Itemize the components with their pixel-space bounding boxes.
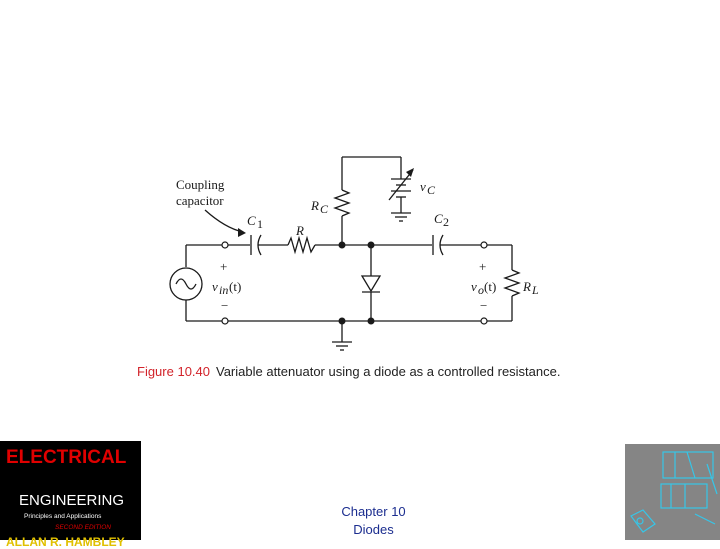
label-vin: v — [212, 279, 218, 294]
diode-symbol — [362, 276, 380, 291]
label-c1: C — [247, 213, 256, 228]
book-logo — [0, 441, 141, 549]
vo-minus: − — [480, 298, 488, 313]
label-vc-sub: C — [427, 183, 436, 197]
figure-caption-text: Variable attenuator using a diode as a controlled resistance. — [216, 364, 561, 379]
coupling-label-line1: Coupling — [176, 177, 225, 192]
figure-caption — [137, 364, 560, 379]
label-c2-sub: 2 — [443, 215, 449, 229]
book-title: ELECTRICAL — [6, 447, 127, 468]
label-vc: v — [420, 179, 426, 194]
label-vo: v — [471, 279, 477, 294]
drafting-sketch-icon — [625, 444, 720, 540]
vin-minus: − — [221, 298, 229, 313]
label-r: R — [296, 223, 304, 238]
book-tagline: Principles and Applications — [24, 513, 102, 520]
label-rc-sub: C — [320, 202, 329, 216]
label-rl-sub: L — [532, 283, 539, 297]
book-author: ALLAN R. HAMBLEY — [6, 535, 125, 549]
chapter-title: Diodes — [353, 522, 394, 537]
corner-illustration — [625, 444, 720, 540]
chapter-label — [320, 503, 427, 539]
label-vo-sub: o — [478, 283, 484, 297]
coupling-label-line2: capacitor — [176, 193, 224, 208]
resistor-rc — [335, 190, 349, 216]
book-subtitle: ENGINEERING — [19, 492, 125, 509]
label-vo-arg: (t) — [484, 279, 497, 294]
vin-terminal-bottom — [222, 318, 228, 324]
label-rl: R — [523, 279, 531, 294]
resistor-rl — [505, 270, 519, 296]
vo-plus: + — [479, 259, 487, 274]
vin-plus: + — [220, 259, 228, 274]
vo-terminal-bottom — [481, 318, 487, 324]
label-rc: R — [311, 198, 319, 213]
label-vin-sub: in — [219, 283, 229, 297]
label-c2: C — [434, 211, 443, 226]
label-c1-sub: 1 — [257, 217, 263, 231]
chapter-number: Chapter 10 — [341, 504, 406, 519]
label-vin-arg: (t) — [229, 279, 242, 294]
vin-terminal-top — [222, 242, 228, 248]
coupling-arrow — [205, 210, 243, 232]
figure-number: Figure 10.40 — [137, 364, 210, 379]
coupling-arrowhead — [238, 228, 246, 237]
resistor-r — [288, 238, 315, 252]
book-edition: SECOND EDITION — [55, 524, 111, 531]
vo-terminal-top — [481, 242, 487, 248]
